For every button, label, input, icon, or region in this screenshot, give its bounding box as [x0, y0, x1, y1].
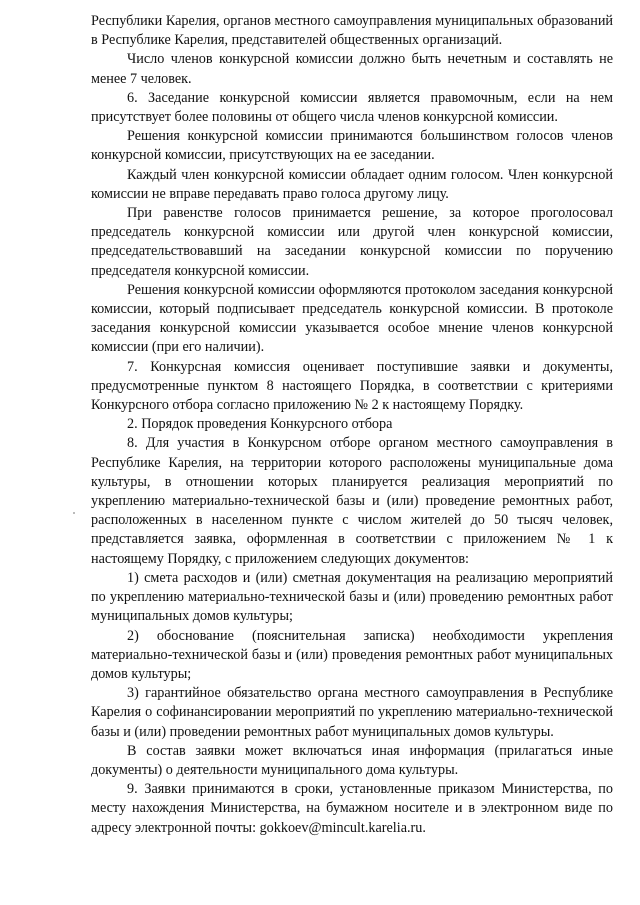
section-heading: 2. Порядок проведения Конкурсного отбора	[127, 416, 393, 433]
scan-speck	[73, 512, 75, 514]
paragraph-member-count: Число членов конкурсной комиссии должно быть нечетным и составлять не менее 7 человек.	[91, 51, 613, 87]
paragraph-continuation: Республики Карелия, органов местного самоуправления муниципальных образований в Республике Карелия, представителей общественных организаций.	[91, 13, 613, 49]
paragraph-protocol: Решения конкурсной комиссии оформляются протоколом заседания конкурсной комиссии, который подписывает председатель конкурсной комиссии. В протоколе заседания конкурсной комиссии указывается особое мнение членов конкурсной комиссии (при его наличии).	[91, 281, 613, 356]
paragraph-item-9: 9. Заявки принимаются в сроки, установленные приказом Министерства, по месту нахождения Министерства, на бумажном носителе и в электронном виде по адресу электронной почты: gokkoev@mincult.karelia.ru.	[91, 781, 613, 836]
paragraph-decisions: Решения конкурсной комиссии принимаются большинством голосов членов конкурсной комиссии, присутствующих на ее заседании.	[91, 128, 613, 164]
paragraph-additional-info: В состав заявки может включаться иная информация (прилагаться иные документы) о деятельности муниципального дома культуры.	[91, 742, 613, 778]
document-page	[91, 12, 613, 838]
list-item-3: 3) гарантийное обязательство органа местного самоуправления в Республике Карелия о софинансировании мероприятий по укреплению материально-технической базы и (или) проведении ремонтных работ муниципальных домов культуры.	[91, 685, 613, 740]
list-item-2: 2) обоснование (пояснительная записка) необходимости укрепления материально-технической базы и (или) проведения ремонтных работ муниципальных домов культуры;	[91, 627, 613, 682]
paragraph-item-8: 8. Для участия в Конкурсном отборе органом местного самоуправления в Республике Карелия, на территории которого расположены муниципальные дома культуры, в отношении которых планируется реализация мероприятий по укреплению материально-технической базы и (или) проведение ремонтных работ, расположенных в населенном пункте с числом жителей до 50 тысяч человек, представляется заявка, оформленная в соответствии с приложением № 1 к настоящему Порядку, с приложением следующих документов:	[91, 435, 613, 567]
paragraph-item-7: 7. Конкурсная комиссия оценивает поступившие заявки и документы, предусмотренные пунктом 8 настоящего Порядка, в соответствии с критериями Конкурсного отбора согласно приложению № 2 к настоящему Порядку.	[91, 358, 613, 414]
paragraph-tie-vote: При равенстве голосов принимается решение, за которое проголосовал председатель конкурсной комиссии или другой член конкурсной комиссии, председательствовавший на заседании конкурсной комиссии по поручению председателя конкурсной комиссии.	[91, 205, 613, 279]
paragraph-votes: Каждый член конкурсной комиссии обладает одним голосом. Член конкурсной комиссии не вправе передавать право голоса другому лицу.	[91, 166, 613, 202]
paragraph-item-6: 6. Заседание конкурсной комиссии является правомочным, если на нем присутствует более половины от общего числа членов конкурсной комиссии.	[91, 89, 613, 126]
list-item-1: 1) смета расходов и (или) сметная документация на реализацию мероприятий по укреплению материально-технической базы и (или) проведению ремонтных работ муниципальных домов культуры;	[91, 569, 613, 625]
